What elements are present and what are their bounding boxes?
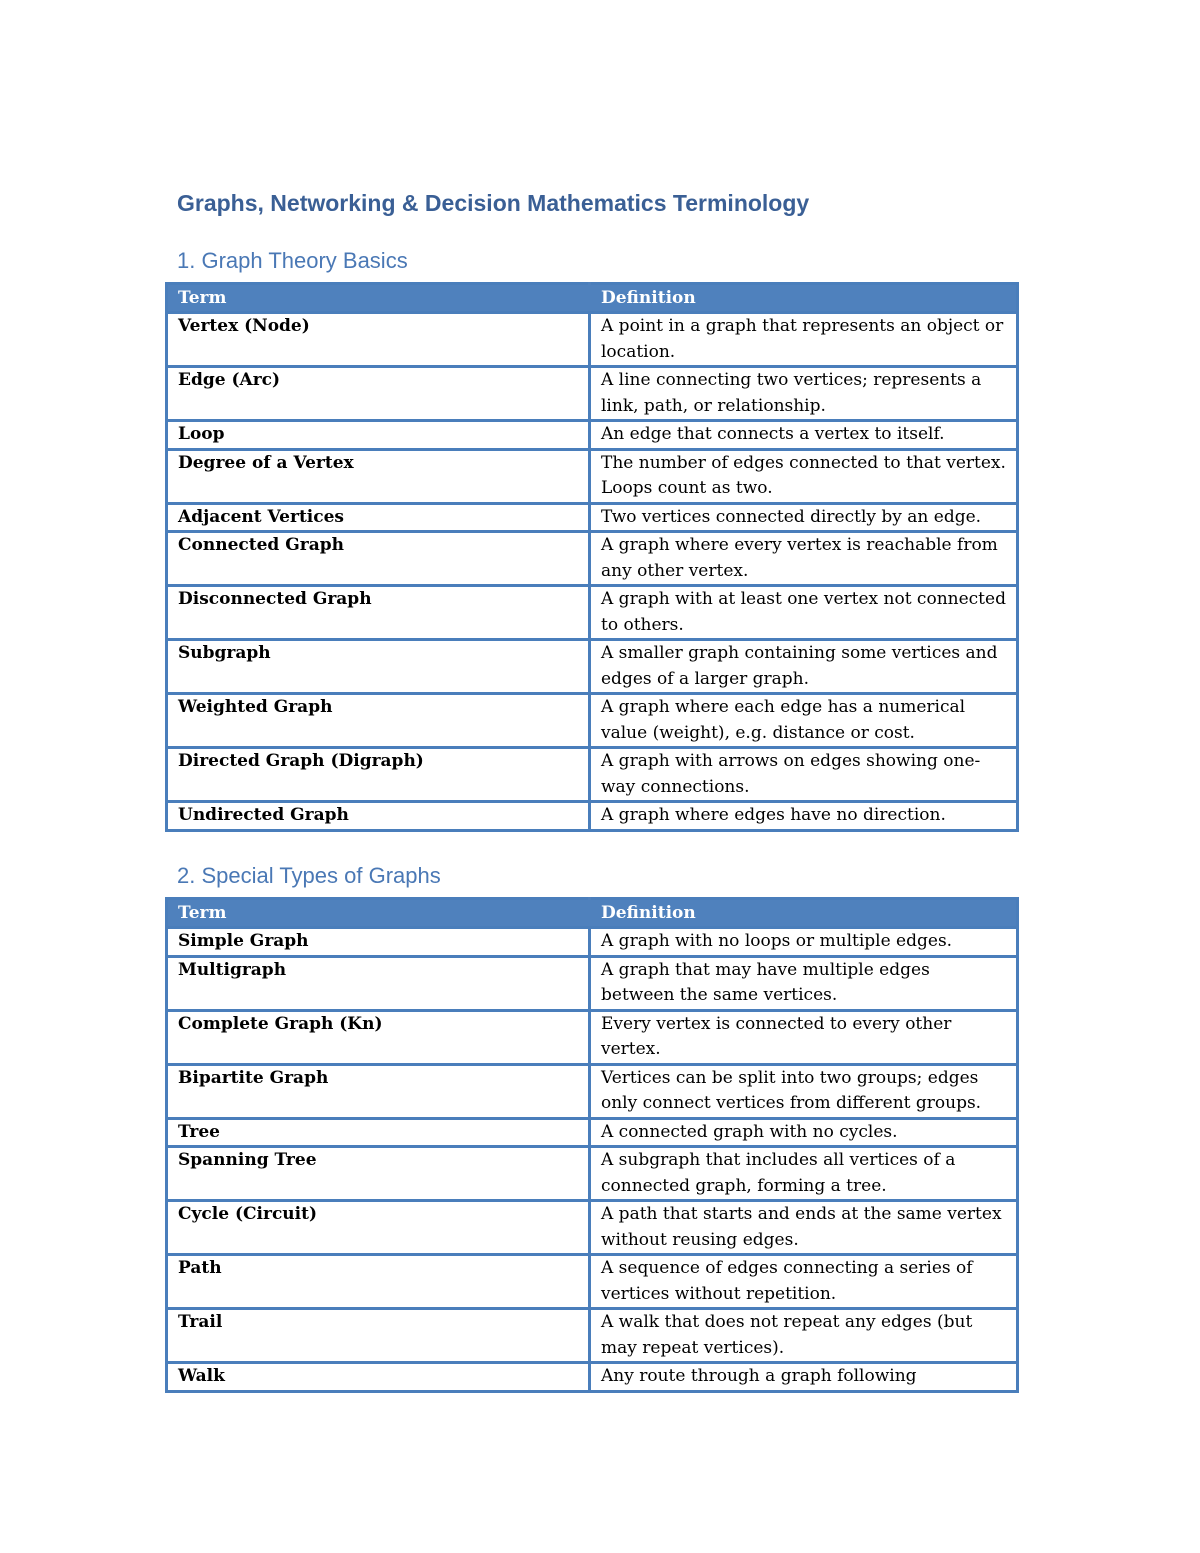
table-row xyxy=(167,503,1018,532)
table-row xyxy=(167,1201,1018,1255)
definition-cell: Two vertices connected directly by an edge. xyxy=(590,503,1018,532)
special-types-of-graphs-table xyxy=(165,897,1019,1393)
definition-cell: The number of edges connected to that vertex. Loops count as two. xyxy=(590,449,1018,503)
definition-cell: A sequence of edges connecting a series of vertices without repetition. xyxy=(590,1255,1018,1309)
column-header-term: Term xyxy=(167,899,590,928)
definition-cell: A graph where edges have no direction. xyxy=(590,802,1018,831)
term-cell: Cycle (Circuit) xyxy=(167,1201,590,1255)
table-row xyxy=(167,928,1018,957)
column-header-definition: Definition xyxy=(590,284,1018,313)
table-row xyxy=(167,313,1018,367)
column-header-definition: Definition xyxy=(590,899,1018,928)
term-cell: Directed Graph (Digraph) xyxy=(167,748,590,802)
term-cell: Tree xyxy=(167,1118,590,1147)
table-row xyxy=(167,1147,1018,1201)
table-row xyxy=(167,449,1018,503)
definition-cell: Vertices can be split into two groups; edges only connect vertices from different groups. xyxy=(590,1064,1018,1118)
table-row xyxy=(167,802,1018,831)
table-row xyxy=(167,1309,1018,1363)
term-cell: Loop xyxy=(167,421,590,450)
table-header-row xyxy=(167,284,1018,313)
term-cell: Simple Graph xyxy=(167,928,590,957)
term-cell: Multigraph xyxy=(167,956,590,1010)
definition-cell: A smaller graph containing some vertices and edges of a larger graph. xyxy=(590,640,1018,694)
table-row xyxy=(167,1363,1018,1392)
term-cell: Trail xyxy=(167,1309,590,1363)
definition-cell: A line connecting two vertices; represents a link, path, or relationship. xyxy=(590,367,1018,421)
term-cell: Disconnected Graph xyxy=(167,586,590,640)
table-row xyxy=(167,1255,1018,1309)
term-cell: Degree of a Vertex xyxy=(167,449,590,503)
section-heading-special-types-of-graphs: 2. Special Types of Graphs xyxy=(177,863,441,888)
definition-cell: Any route through a graph following xyxy=(590,1363,1018,1392)
definition-cell: Every vertex is connected to every other vertex. xyxy=(590,1010,1018,1064)
term-cell: Spanning Tree xyxy=(167,1147,590,1201)
graph-theory-basics-table xyxy=(165,282,1019,832)
document-title: Graphs, Networking & Decision Mathematics Terminology xyxy=(177,190,810,216)
definition-cell: A subgraph that includes all vertices of a connected graph, forming a tree. xyxy=(590,1147,1018,1201)
column-header-term: Term xyxy=(167,284,590,313)
definition-cell: A graph with arrows on edges showing one-way connections. xyxy=(590,748,1018,802)
term-cell: Adjacent Vertices xyxy=(167,503,590,532)
table-row xyxy=(167,586,1018,640)
table-body xyxy=(167,313,1018,831)
table-row xyxy=(167,694,1018,748)
term-cell: Subgraph xyxy=(167,640,590,694)
term-cell: Vertex (Node) xyxy=(167,313,590,367)
definition-cell: A walk that does not repeat any edges (but may repeat vertices). xyxy=(590,1309,1018,1363)
table-header-row xyxy=(167,899,1018,928)
term-cell: Walk xyxy=(167,1363,590,1392)
table-row xyxy=(167,1064,1018,1118)
table-row xyxy=(167,1118,1018,1147)
table-row xyxy=(167,367,1018,421)
definition-cell: A graph where every vertex is reachable from any other vertex. xyxy=(590,532,1018,586)
definition-cell: A path that starts and ends at the same vertex without reusing edges. xyxy=(590,1201,1018,1255)
section-heading-graph-theory-basics: 1. Graph Theory Basics xyxy=(177,248,408,273)
table-row xyxy=(167,640,1018,694)
table-row xyxy=(167,532,1018,586)
term-cell: Complete Graph (Kn) xyxy=(167,1010,590,1064)
definition-cell: A point in a graph that represents an object or location. xyxy=(590,313,1018,367)
term-cell: Path xyxy=(167,1255,590,1309)
definition-cell: A graph with no loops or multiple edges. xyxy=(590,928,1018,957)
table-row xyxy=(167,1010,1018,1064)
definition-cell: An edge that connects a vertex to itself. xyxy=(590,421,1018,450)
table-row xyxy=(167,748,1018,802)
term-cell: Bipartite Graph xyxy=(167,1064,590,1118)
definition-cell: A connected graph with no cycles. xyxy=(590,1118,1018,1147)
table-body xyxy=(167,928,1018,1392)
term-cell: Undirected Graph xyxy=(167,802,590,831)
term-cell: Connected Graph xyxy=(167,532,590,586)
definition-cell: A graph that may have multiple edges between the same vertices. xyxy=(590,956,1018,1010)
definition-cell: A graph where each edge has a numerical value (weight), e.g. distance or cost. xyxy=(590,694,1018,748)
term-cell: Weighted Graph xyxy=(167,694,590,748)
definition-cell: A graph with at least one vertex not connected to others. xyxy=(590,586,1018,640)
table-row xyxy=(167,956,1018,1010)
table-row xyxy=(167,421,1018,450)
term-cell: Edge (Arc) xyxy=(167,367,590,421)
